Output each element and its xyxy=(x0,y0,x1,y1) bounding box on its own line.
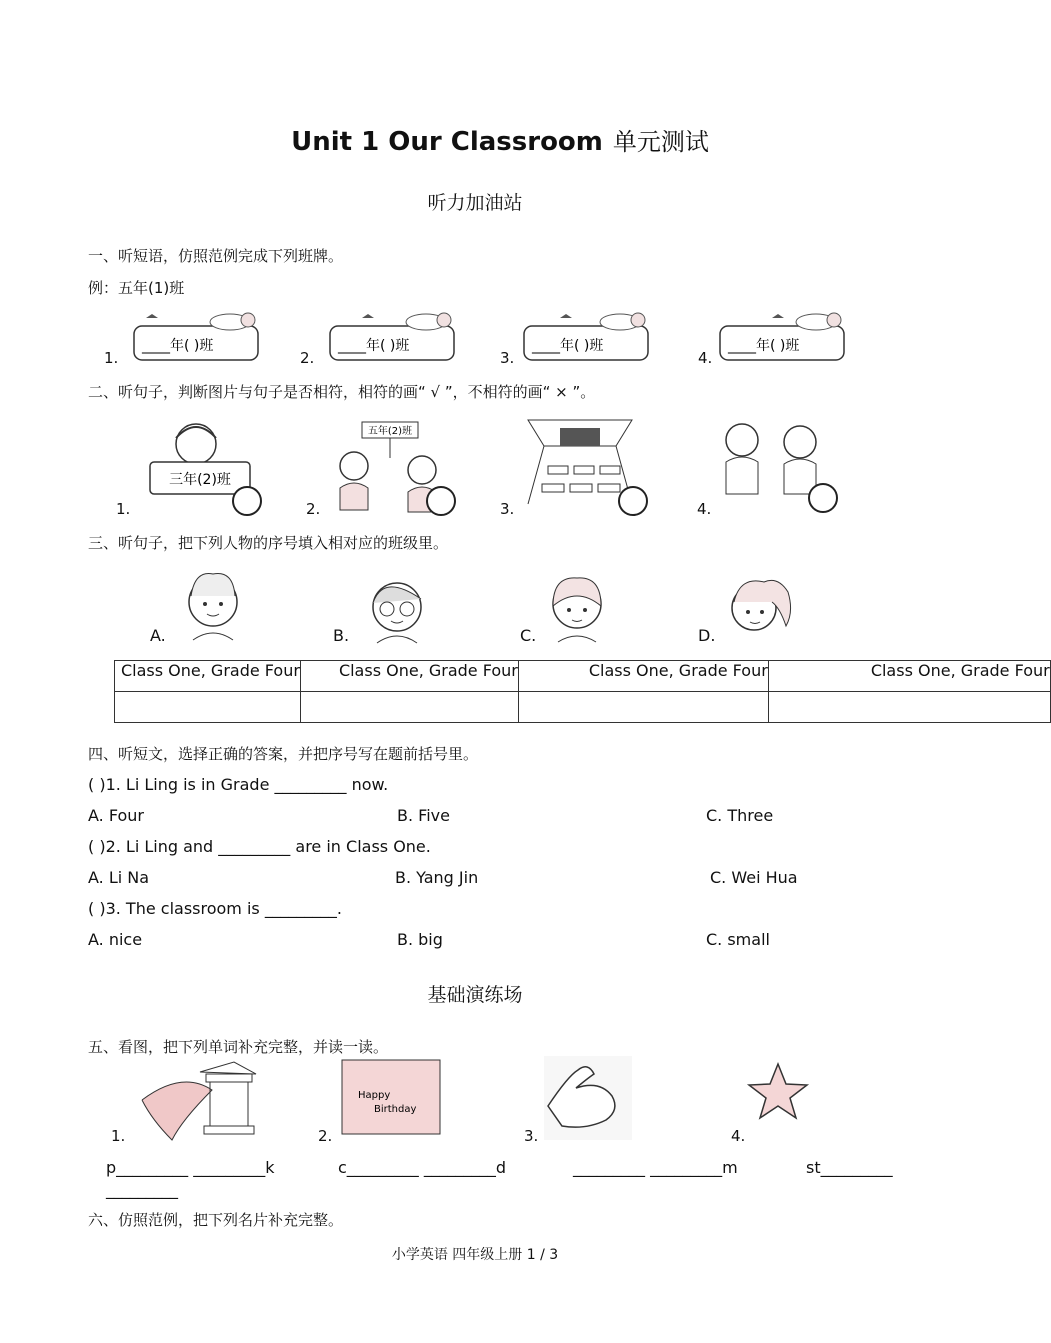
class-table-header-row xyxy=(115,661,1051,692)
class-header-4: Class One, Grade Four xyxy=(870,661,1050,680)
person-c-label: C. xyxy=(520,626,537,645)
sign1-text: 三年(2)班 xyxy=(169,472,231,488)
answer-circle-2[interactable] xyxy=(426,486,456,516)
page-footer: 小学英语 四年级上册 1 / 3 xyxy=(391,1247,559,1263)
q4-question-2: ( )2. Li Ling and _________ are in Class One. xyxy=(88,837,431,856)
q4-q1-option-a: A. Four xyxy=(88,806,144,825)
title-cn: 单元测试 xyxy=(612,128,709,156)
q5-item-2: 2. xyxy=(318,1127,333,1145)
q1-item-2: 2. xyxy=(300,349,315,367)
q3-instruction: 三、听句子，把下列人物的序号填入相对应的班级里。 xyxy=(88,534,449,552)
q4-instruction: 四、听短文，选择正确的答案，并把序号写在题前括号里。 xyxy=(88,745,479,763)
q4-q2-option-a: A. Li Na xyxy=(88,868,150,887)
class-sign-4 xyxy=(716,306,851,366)
class-answer-cell-2[interactable] xyxy=(300,692,518,723)
q4-question-3: ( )3. The classroom is _________. xyxy=(88,899,342,918)
q4-q3-option-a: A. nice xyxy=(88,930,143,949)
class-table-header-cell xyxy=(768,661,1050,692)
q2-item-1: 1. xyxy=(116,500,131,518)
answer-circle-3[interactable] xyxy=(618,486,648,516)
sign-text-1: ____年( )班 xyxy=(142,338,214,354)
class-answer-cell-4[interactable] xyxy=(768,692,1050,723)
class-header-2: Class One, Grade Four xyxy=(338,661,518,680)
card-text-happy: Happy xyxy=(358,1090,391,1101)
word-blank-4-continued[interactable]: _________ xyxy=(106,1180,178,1199)
word-blank-3[interactable]: _________ _________m xyxy=(573,1158,738,1177)
section-listening: 听力加油站 xyxy=(427,192,523,214)
q1-item-3: 3. xyxy=(500,349,515,367)
class-sign-2 xyxy=(326,306,461,366)
word-blank-1[interactable]: p_________ _________k xyxy=(106,1158,275,1177)
q1-item-4: 4. xyxy=(698,349,713,367)
q4-q1-option-c: C. Three xyxy=(706,806,774,825)
q5-item-1: 1. xyxy=(111,1127,126,1145)
q4-q3-option-b: B. big xyxy=(397,930,443,949)
title-en: Unit 1 Our Classroom xyxy=(291,127,603,157)
class-sign-1 xyxy=(130,306,265,366)
person-d-label: D. xyxy=(698,626,716,645)
q4-q3-option-c: C. small xyxy=(706,930,770,949)
birthday-card-image xyxy=(340,1058,444,1138)
person-a-label: A. xyxy=(150,626,166,645)
person-b-face xyxy=(365,575,429,645)
section-basics: 基础演练场 xyxy=(427,984,523,1006)
q1-item-1: 1. xyxy=(104,349,119,367)
word-blank-2[interactable]: c_________ _________d xyxy=(338,1158,507,1177)
class-header-3: Class One, Grade Four xyxy=(588,661,768,680)
q4-question-1: ( )1. Li Ling is in Grade _________ now. xyxy=(88,775,389,794)
q4-q1-option-b: B. Five xyxy=(397,806,450,825)
class-table-header-cell xyxy=(115,661,301,692)
answer-circle-4[interactable] xyxy=(808,483,838,513)
person-c-face xyxy=(546,572,608,644)
class-table-header-cell xyxy=(518,661,768,692)
class-table xyxy=(114,660,1051,723)
class-table-answer-row xyxy=(115,692,1051,723)
arm-image xyxy=(544,1056,632,1140)
q4-q2-option-b: B. Yang Jin xyxy=(395,868,479,887)
person-b-label: B. xyxy=(333,626,350,645)
q2-item-2: 2. xyxy=(306,500,321,518)
q5-instruction: 五、看图，把下列单词补充完整，并读一读。 xyxy=(88,1038,389,1056)
q6-instruction: 六、仿照范例，把下列名片补充完整。 xyxy=(88,1211,344,1229)
q2-instruction: 二、听句子，判断图片与句子是否相符，相符的画“ √ ”，不相符的画“ × ”。 xyxy=(88,383,596,401)
q1-example: 例：五年(1)班 xyxy=(88,279,185,297)
class-table-header-cell xyxy=(300,661,518,692)
person-d-face xyxy=(722,572,802,644)
class-answer-cell-3[interactable] xyxy=(518,692,768,723)
q5-item-3: 3. xyxy=(524,1127,539,1145)
class-header-1: Class One, Grade Four xyxy=(121,661,300,680)
class-answer-cell-1[interactable] xyxy=(115,692,301,723)
page-title xyxy=(0,122,1000,157)
card-text-birthday: Birthday xyxy=(374,1104,417,1115)
answer-circle-1[interactable] xyxy=(232,486,262,516)
q2-item-3: 3. xyxy=(500,500,515,518)
q4-q2-option-c: C. Wei Hua xyxy=(710,868,798,887)
person-a-face xyxy=(183,570,243,644)
word-blank-4[interactable]: st_________ xyxy=(806,1158,893,1177)
q1-instruction: 一、听短语，仿照范例完成下列班牌。 xyxy=(88,247,344,265)
sign-text-4: ____年( )班 xyxy=(728,338,800,354)
sign-text-2: ____年( )班 xyxy=(338,338,410,354)
star-image xyxy=(745,1060,811,1126)
q2-item-4: 4. xyxy=(697,500,712,518)
park-image xyxy=(140,1060,260,1138)
sign2-text: 五年(2)班 xyxy=(367,426,413,437)
sign-text-3: ____年( )班 xyxy=(532,338,604,354)
q5-item-4: 4. xyxy=(731,1127,746,1145)
class-sign-3 xyxy=(520,306,655,366)
